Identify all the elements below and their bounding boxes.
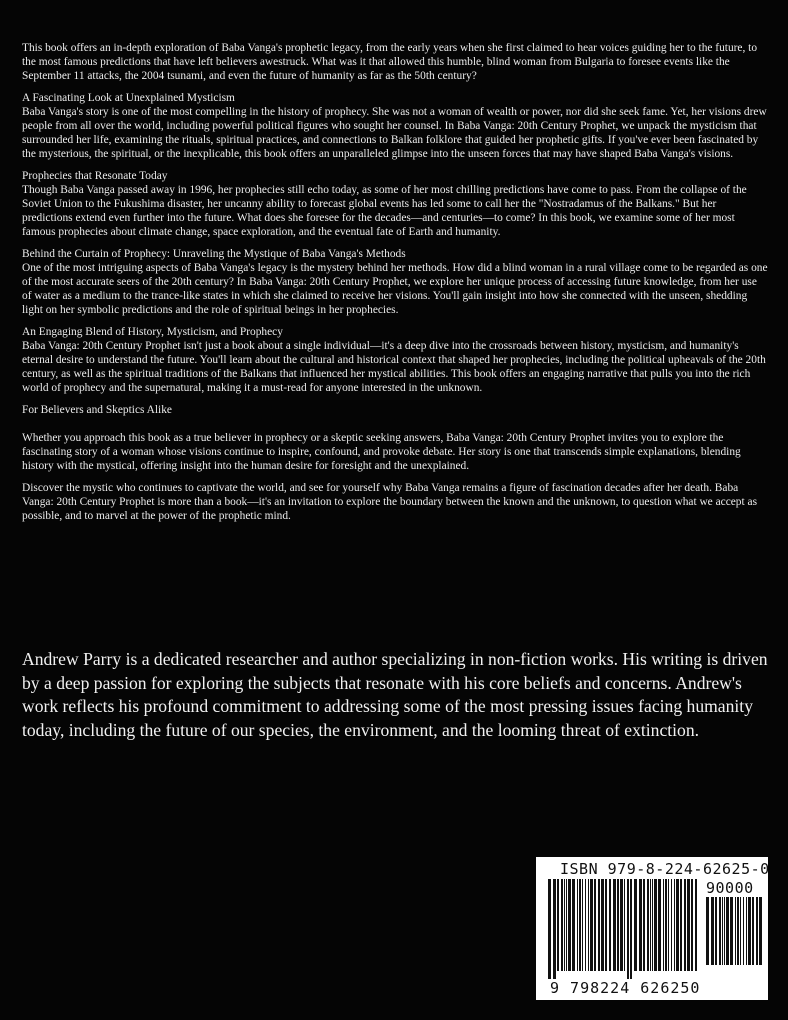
barcode-bar [684,879,686,971]
ean-digits: 9 798224 626250 [550,979,701,997]
section-mysticism [22,91,768,161]
barcode-bar [691,879,693,971]
barcode-bar [564,879,565,971]
barcode-bar [719,897,721,965]
closing-paragraph: Discover the mystic who continues to captivate the world, and see for yourself why Baba Vanga remains a figure of fascination decades after her death. Baba Vanga: 20th Century Prophet is more than a book—it's an invitation to explore the boundary between the known and the unknown, to question what we accept as possible, and to marvel at the power of the prophetic mind. [22,482,758,522]
barcode-bar [643,879,645,971]
barcode-bar [548,879,551,979]
section-body: One of the most intriguing aspects of Baba Vanga's legacy is the mystery behind her methods. How did a blind woman in a rural village come to be regarded as one of the most accurate seers of the 20th century? In Baba Vanga: 20th Century Prophet, we explore her unique process of accessing future knowledge, from her use of water as a medium to the trance-like states in which she claimed to receive her visions. You'll gain insight into how she connected with the unseen, shedding light on her symbolic predictions and the role of spiritual beings in her prophecies. [22,262,768,316]
author-bio: Andrew Parry is a dedicated researcher and author specializing in non-fiction works. His writing is driven by a deep passion for exploring the subjects that resonate with his core beliefs and concerns. Andrew's work reflects his profound commitment to addressing some of the most pressing issues facing humanity today, including the future of our species, the environment, and the looming threat of extinction. [22,649,768,740]
barcode-bar [735,897,736,965]
barcode-bar [706,897,709,965]
barcode-bar [590,879,593,971]
section-history [22,325,768,395]
barcode-bar [598,879,600,971]
barcode-bar [671,879,672,971]
believers-body: Whether you approach this book as a true believer in prophecy or a skeptic seeking answers, Baba Vanga: 20th Century Prophet invites you to explore the fascinating story of a woman whose visions continue to inspire, confound, and provoke debate. Her story is one that transcends simple explanations, blending history with the mystical, offering insight into the human desire for foresight and the unexplained. [22,432,741,472]
barcode-bar [663,879,664,971]
section-body: Baba Vanga's story is one of the most compelling in the history of prophecy. She was not a woman of wealth or power, nor did she seek fame. Yet, her visions drew people from all over the world, including powerful political figures who sought her counsel. In Baba Vanga: 20th Century Prophet, we unpack the mysticism that surrounded her life, examining the rituals, spiritual practices, and connections to Balkan folklore that guided her prophetic gifts. If you've ever been fascinated by the mysterious, the spiritual, or the inexplicable, this book offers an unparalleled glimpse into the unseen forces that may have shaped Baba Vanga's visions. [22,106,767,160]
isbn-label: ISBN 979-8-224-62625-0 [560,860,770,878]
barcode-bar [730,897,733,965]
barcode-bar [726,897,729,965]
barcode-bar [759,897,762,965]
barcode-bar [585,879,586,971]
barcode-bar [568,879,571,971]
barcode-bar [722,897,723,965]
barcode-bar [582,879,583,971]
barcode-bar [687,879,690,971]
barcode-bar [634,879,637,971]
intro-paragraph: This book offers an in-depth exploration of Baba Vanga's prophetic legacy, from the early years when she first claimed to hear voices guiding her to the future, to the most famous predictions that have left believers awestruck. What was it that allowed this humble, blind woman from Bulgaria to foresee events like the September 11 attacks, the 2004 tsunami, and even the future of humanity as far as the 50th century? [22,42,758,82]
barcode-bar [743,897,744,965]
price-code: 90000 [706,879,754,897]
section-heading: Prophecies that Resonate Today [22,170,168,182]
barcode-bar [748,897,751,965]
section-heading: An Engaging Blend of History, Mysticism, and Prophecy [22,326,283,338]
barcode-bar [557,879,559,971]
barcode-bar [711,897,714,965]
barcode-bar [652,879,653,971]
barcode-bar [588,879,589,971]
addon-barcode-bars [704,897,762,973]
barcode-bar [617,879,619,971]
back-cover-blurb [22,41,768,531]
barcode-bar [647,879,649,971]
barcode-bar [746,897,747,965]
barcode-bar [630,879,632,979]
barcode-bar [561,879,563,971]
believers-heading: For Believers and Skeptics Alike [22,404,172,416]
section-methods [22,247,768,317]
section-body: Baba Vanga: 20th Century Prophet isn't just a book about a single individual—it's a deep dive into the crossroads between history, mysticism, and humanity's eternal desire to understand the future. You'll learn about the cultural and historical context that shaped her prophecies, including the political upheavals of the 20th century, as well as the spiritual traditions of the Balkans that influenced her mystical abilities. This book offers an engaging narrative that pulls you into the rich world of prophecy and the supernatural, making it a must-read for anyone interested in the unknown. [22,340,766,394]
barcode-bar [752,897,754,965]
barcode-bar [650,879,651,971]
barcode-bar [579,879,581,971]
barcode-bar [654,879,657,971]
barcode-bar [594,879,596,971]
barcode-bar [674,879,675,971]
barcode-bar [737,897,739,965]
barcode-bar [601,879,604,971]
barcode-bar [668,879,669,971]
section-body: Though Baba Vanga passed away in 1996, her prophecies still echo today, as some of her most chilling predictions have come to pass. From the collapse of the Soviet Union to the Fukushima disaster, her uncanny ability to forecast global events has led some to call her the "Nostradamus of the Balkans." But her predictions extend even further into the future. What does she foresee for the decades—and centuries—to come? In this book, we examine some of her most famous prophecies about climate change, space exploration, and the eventual fate of Earth and humanity. [22,184,747,238]
barcode-bar [624,879,625,971]
barcode-bar [627,879,629,979]
barcode-bar [756,897,758,965]
barcode-bar [695,879,697,971]
barcode-bar [620,879,623,971]
barcode-bar [680,879,682,971]
section-heading: A Fascinating Look at Unexplained Mysticism [22,92,235,104]
barcode-bar [676,879,679,971]
ean-barcode-bars [546,879,698,979]
barcode-bar [724,897,725,965]
barcode-bar [740,897,741,965]
barcode-bar [715,897,717,965]
barcode-bar [613,879,616,971]
section-prophecies [22,169,768,239]
barcode-bar [609,879,611,971]
barcode-bar [577,879,578,971]
barcode-bar [665,879,667,971]
barcode-bar [658,879,661,971]
barcode-bar [566,879,567,971]
barcode-bar [572,879,575,971]
barcode-bar [553,879,556,979]
barcode-bar [639,879,642,971]
section-heading: Behind the Curtain of Prophecy: Unraveling the Mystique of Baba Vanga's Methods [22,248,406,260]
isbn-barcode [536,857,768,1000]
barcode-bar [605,879,607,971]
